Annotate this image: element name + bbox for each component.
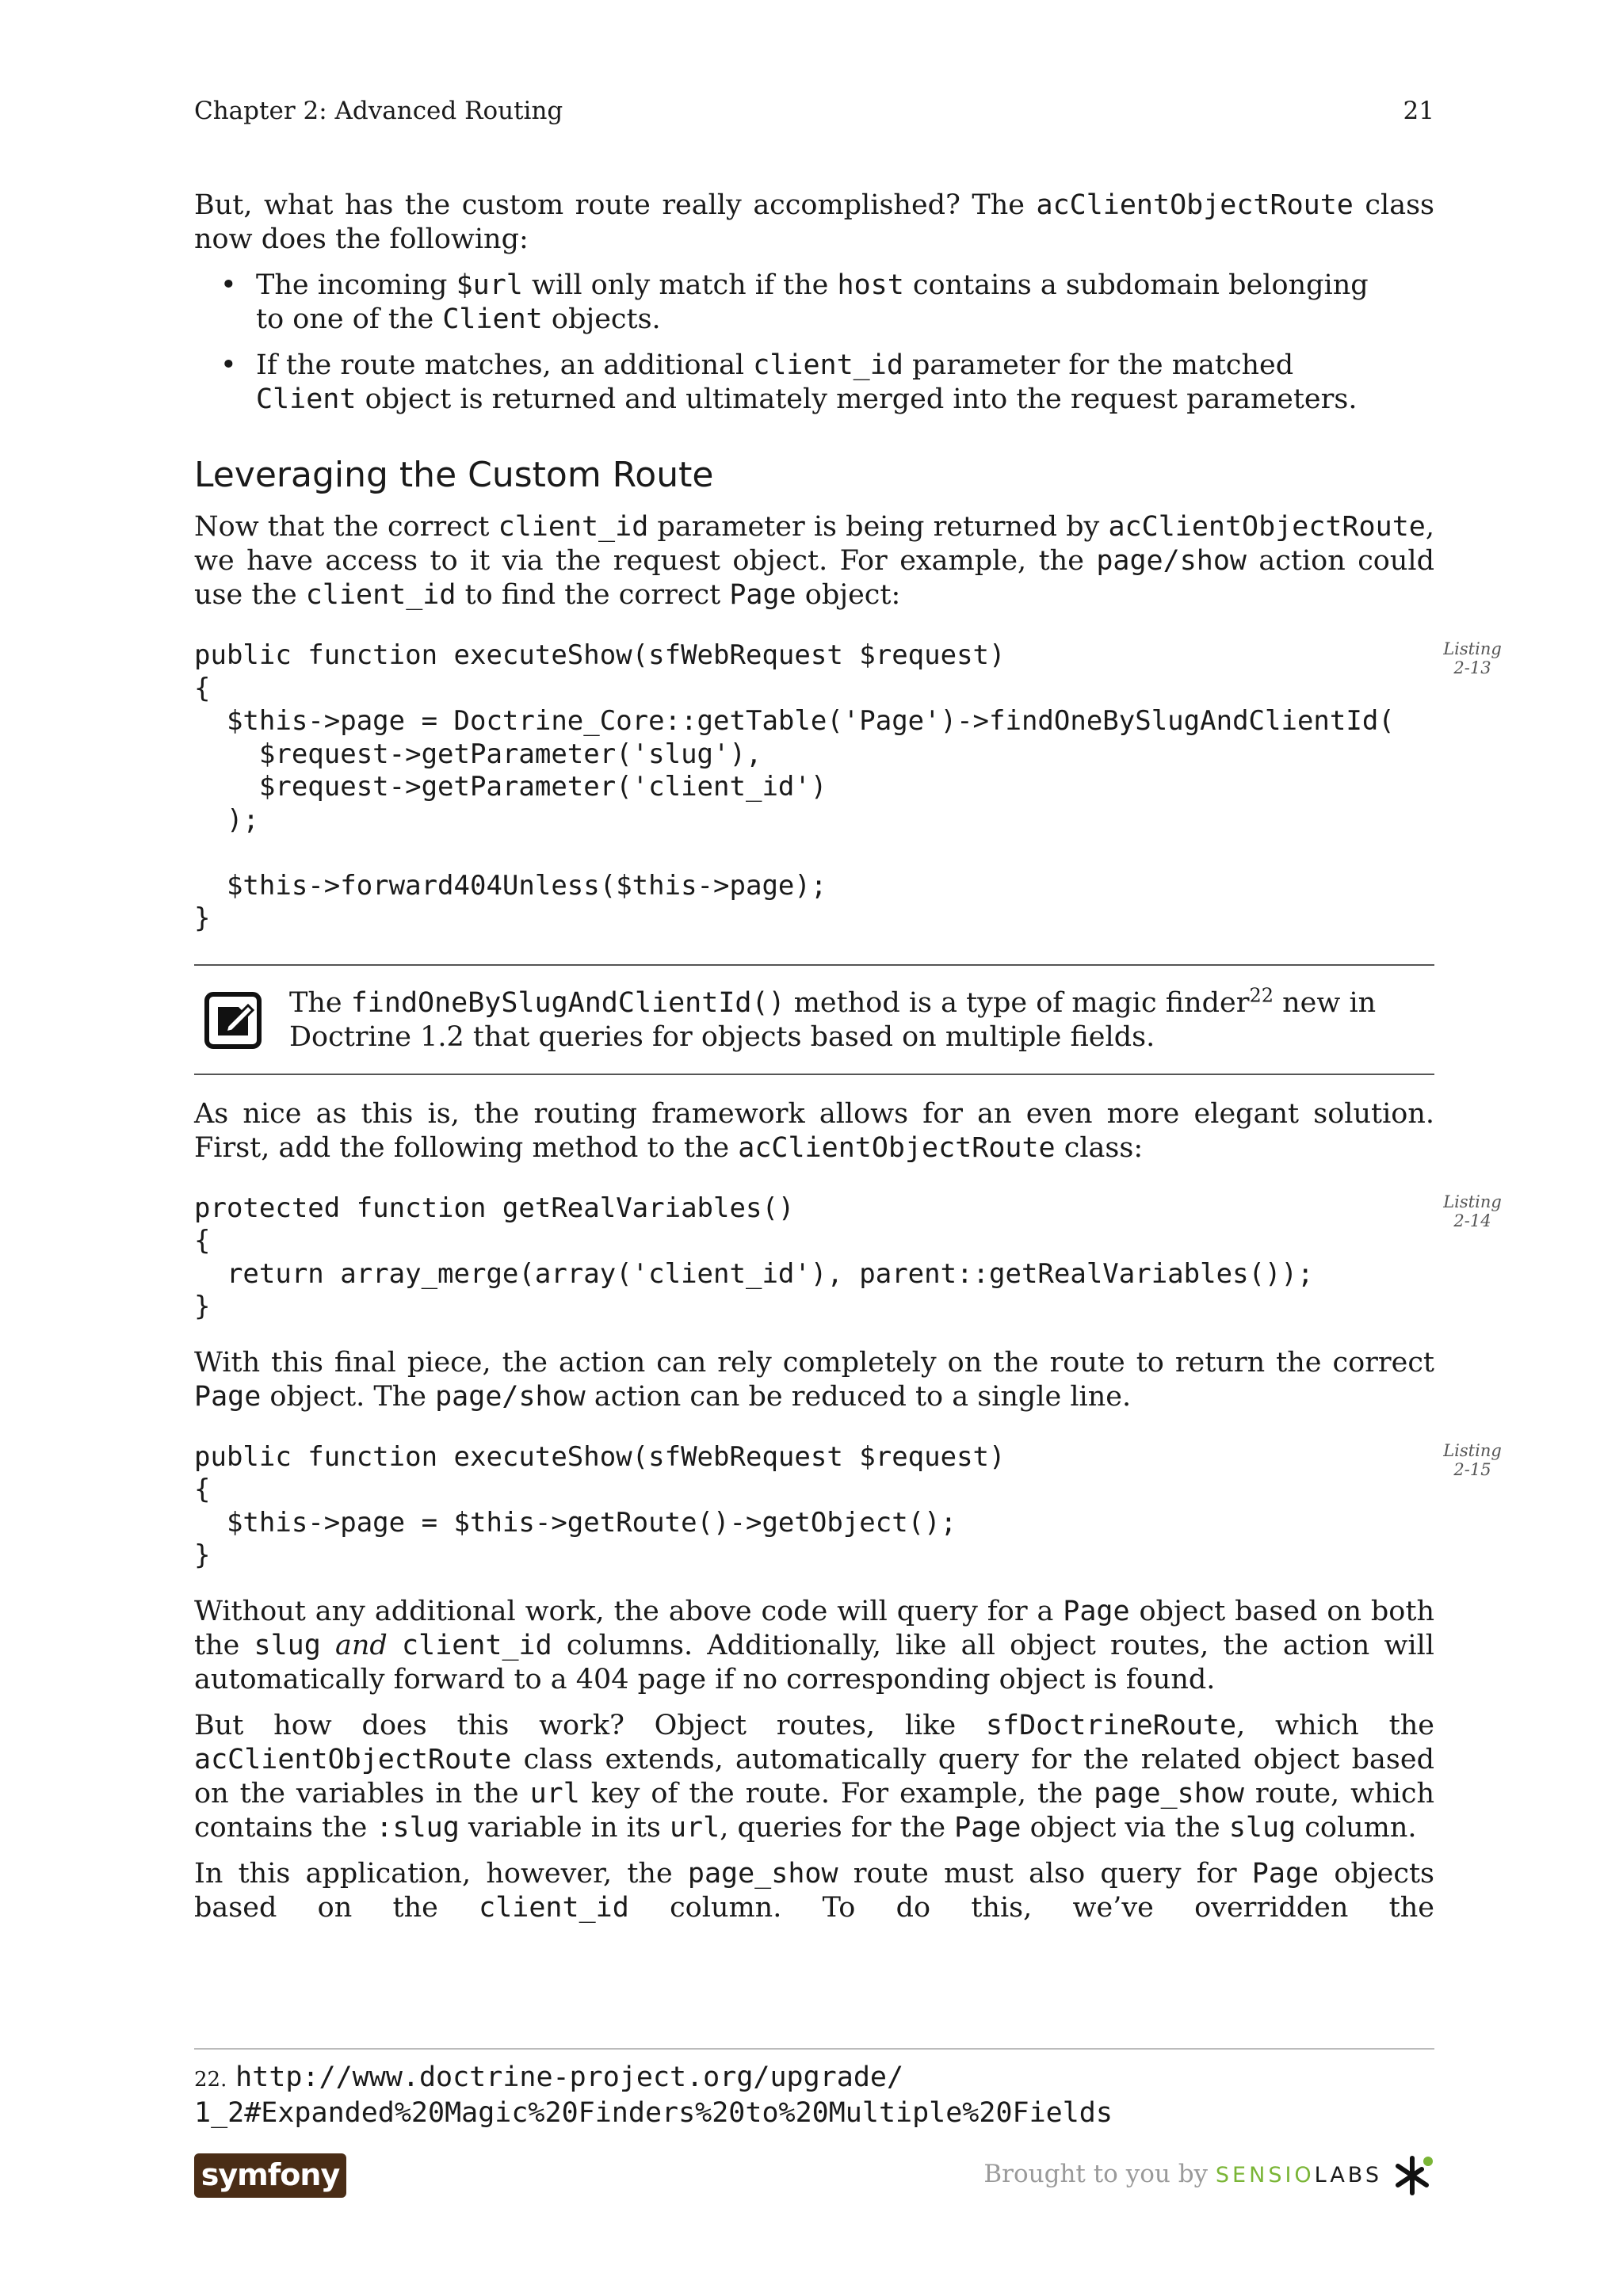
page-body <box>194 189 1502 1937</box>
note-text: The findOneBySlugAndClientId() method is a type of magic finder$^{22}$ new in Doctrine 1.2 that queries for objects based on multiple fields. <box>289 983 1377 1053</box>
code-listing <box>194 1440 1502 1573</box>
footnote-link[interactable]: http://www.doctrine-project.org/upgrade/ <box>235 2061 904 2093</box>
note-icon <box>204 991 262 1050</box>
bullet-list <box>194 269 1434 417</box>
paragraph: With this final piece, the action can rely completely on the route to return the correct Page object. The page/show action can be reduced to a single line. <box>194 1346 1434 1413</box>
list-item: • If the route matches, an additional client_id parameter for the matched Client object is returned and ultimately merged into the request parameters. <box>256 349 1434 417</box>
footnotes <box>194 2048 1434 2130</box>
paragraph: But how does this work? Object routes, like sfDoctrineRoute, which the acClientObjectRoute class extends, automatically query for the related object based on the variables in the url key of the route. For example, the page_show route, which contains the :slug variable in its url, queries for the Page object via the slug column. <box>194 1709 1434 1844</box>
footnote: 22. http://www.doctrine-project.org/upgrade/ <box>194 2061 904 2093</box>
section-heading: Leveraging the Custom Route <box>194 455 714 495</box>
listing-label: Listing 2-14 <box>1443 1192 1502 1230</box>
page-number: 21 <box>1403 97 1434 125</box>
code-block: protected function getRealVariables() { return array_merge(array('client_id'), parent::getRealVariables()); } <box>194 1192 1314 1322</box>
document-page <box>194 0 1502 2296</box>
footnote-ref[interactable]: 22 <box>1249 983 1274 1006</box>
list-item: • The incoming $url will only match if the host contains a subdomain belonging to one of the Client objects. <box>256 269 1434 337</box>
paragraph: Now that the correct client_id parameter is being returned by acClientObjectRoute, we have access to it via the request object. For example, the page/show action could use the client_id to find the correct Page object: <box>194 511 1435 611</box>
symfony-logo: symfony <box>194 2153 346 2198</box>
code-block: public function executeShow(sfWebRequest $request) { $this->page = Doctrine_Core::getTable('Page')->findOneBySlugAndClientId( $request->getParameter('slug'), $request->getParameter('client_id') ); $this->forward404Unless($this->page); } <box>194 639 1395 934</box>
listing-label: Listing 2-13 <box>1443 639 1502 677</box>
paragraph: Without any additional work, the above code will query for a Page object based on both the slug and client_id columns. Additionally, like all object routes, the action will automatically forward to a 404 page if no corresponding object is found. <box>194 1595 1434 1695</box>
code-listing <box>194 639 1502 936</box>
intro-paragraph: But, what has the custom route really accomplished? The acClientObjectRoute class now does the following: <box>194 189 1434 255</box>
footnote-link-continued[interactable]: 1_2#Expanded%20Magic%20Finders%20to%20Multiple%20Fields <box>194 2097 1113 2129</box>
sensiolabs-star-icon <box>1390 2153 1434 2198</box>
paragraph: As nice as this is, the routing framework allows for an even more elegant solution. First, add the following method to the acClientObjectRoute class: <box>194 1097 1434 1164</box>
code-listing <box>194 1192 1502 1324</box>
listing-label: Listing 2-15 <box>1443 1440 1502 1479</box>
paragraph: In this application, however, the page_show route must also query for Page objects based on the client_id column. To do this, we’ve overridden the <box>194 1857 1434 1924</box>
brought-by-text: Brought to you by SENSIOLABS <box>983 2160 1382 2188</box>
page-footer <box>194 2153 1434 2201</box>
code-block: public function executeShow(sfWebRequest $request) { $this->page = $this->getRoute()->getObject(); } <box>194 1440 1006 1571</box>
page-header <box>194 97 1434 125</box>
note-box <box>194 964 1434 1075</box>
chapter-title: Chapter 2: Advanced Routing <box>194 97 563 125</box>
